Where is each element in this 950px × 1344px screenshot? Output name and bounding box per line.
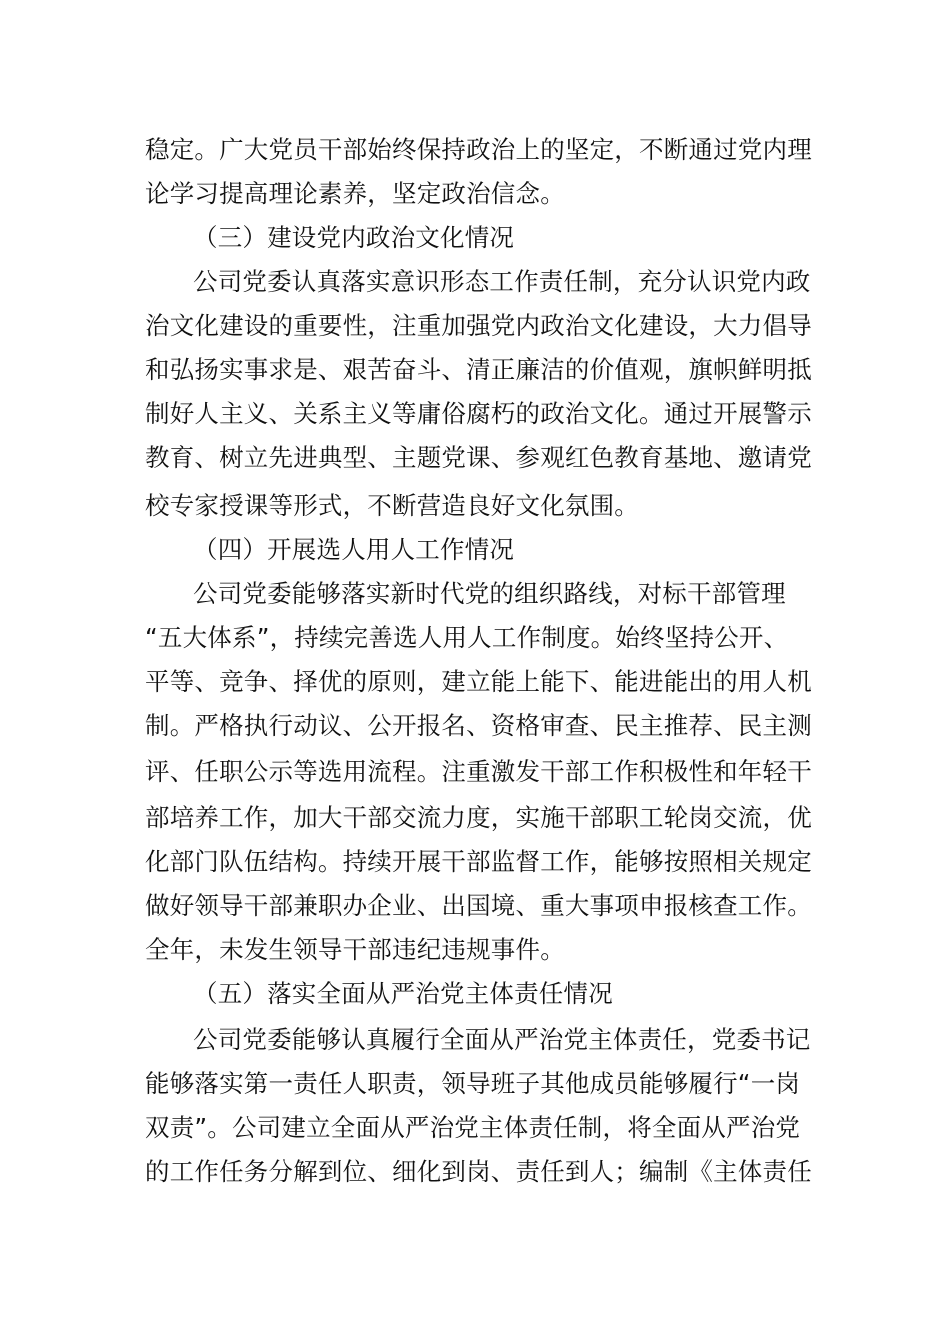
body-text-line: 的工作任务分解到位、细化到岗、责任到人；编制《主体责任 [145,1157,812,1186]
body-text-line: 部培养工作，加大干部交流力度，实施干部职工轮岗交流，优 [145,803,812,832]
paragraph-start: 公司党委能够认真履行全面从严治党主体责任，党委书记 [193,1025,811,1054]
body-text-line: 能够落实第一责任人职责，领导班子其他成员能够履行“一岗 [145,1069,801,1098]
paragraph-start: 公司党委认真落实意识形态工作责任制，充分认识党内政 [193,267,811,296]
body-text-line: 和弘扬实事求是、艰苦奋斗、清正廉洁的价值观，旗帜鲜明抵 [145,355,812,384]
section-heading-5: （五）落实全面从严治党主体责任情况 [193,979,613,1008]
body-text-line: 制。严格执行动议、公开报名、资格审查、民主推荐、民主测 [145,711,812,740]
body-text-line: 化部门队伍结构。持续开展干部监督工作，能够按照相关规定 [145,847,812,876]
body-text-line: “五大体系”，持续完善选人用人工作制度。始终坚持公开、 [145,623,789,652]
body-text-line: 治文化建设的重要性，注重加强党内政治文化建设，大力倡导 [145,311,812,340]
body-text-line: 平等、竞争、择优的原则，建立能上能下、能进能出的用人机 [145,667,812,696]
body-text-line: 教育、树立先进典型、主题党课、参观红色教育基地、邀请党 [145,443,812,472]
body-text-line: 校专家授课等形式，不断营造良好文化氛围。 [145,491,639,520]
section-heading-4: （四）开展选人用人工作情况 [193,535,515,564]
body-text-line: 双责”。公司建立全面从严治党主体责任制，将全面从严治党 [145,1113,801,1142]
body-text-line: 稳定。广大党员干部始终保持政治上的坚定，不断通过党内理 [145,135,812,164]
body-text-line: 做好领导干部兼职办企业、出国境、重大事项申报核查工作。 [145,891,812,920]
body-text-line: 评、任职公示等选用流程。注重激发干部工作积极性和年轻干 [145,757,812,786]
body-text-line: 全年，未发生领导干部违纪违规事件。 [145,935,565,964]
paragraph-start: 公司党委能够落实新时代党的组织路线，对标干部管理 [193,579,786,608]
section-heading-3: （三）建设党内政治文化情况 [193,223,515,252]
body-text-line: 制好人主义、关系主义等庸俗腐朽的政治文化。通过开展警示 [145,399,812,428]
body-text-line: 论学习提高理论素养，坚定政治信念。 [145,179,565,208]
